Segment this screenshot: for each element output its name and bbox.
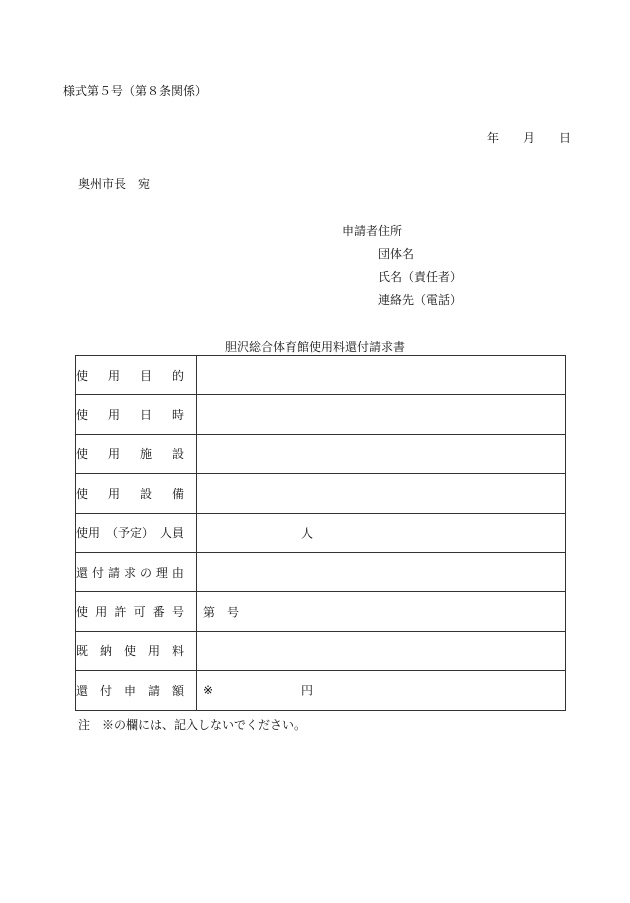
row-label-char: 可 [133,605,146,620]
applicant-contact-label: 連絡先（電話） [378,293,463,307]
row-label-char: 用 [147,644,160,659]
table-row [76,552,566,591]
row-label-char: 請 [107,565,120,580]
table-row [76,356,566,395]
table-row [76,671,566,710]
row-label-char: 使 [76,447,89,462]
row-label-char: 許 [114,605,127,620]
row-label-char: 使用 [76,526,101,541]
row-label-char: 付 [99,683,112,698]
row-label [76,564,184,581]
row-label-char: 設 [139,486,152,501]
table-row [76,631,566,670]
note: 注 ※の欄には、記入しないでください。 [78,718,307,732]
row-label-cell [76,671,197,710]
row-label-char: 由 [171,565,184,580]
row-label-char: 日 [139,408,152,423]
row-label-char: 理 [155,565,168,580]
addressee: 奥州市長 宛 [78,177,151,191]
row-value-field[interactable] [197,474,566,513]
row-label-char: 用 [107,447,120,462]
row-value-prefix: 第 [203,605,216,620]
row-label-cell [76,592,197,631]
date-day-label: 日 [559,131,572,145]
row-label-char: 目 [139,368,152,383]
row-label-char: 額 [171,683,184,698]
row-label-char: 号 [171,605,184,620]
claim-table [75,355,566,711]
row-label-char: 使 [76,605,89,620]
row-value-unit: 円 [301,683,314,698]
form-number: 様式第５号（第８条関係） [63,84,208,98]
row-label-char: 還 [76,683,89,698]
row-label-char: 納 [99,644,112,659]
row-label [76,682,184,699]
row-label [76,485,184,502]
row-label [76,603,184,620]
table-row [76,474,566,513]
row-label-char: 求 [123,565,136,580]
row-label-char: 用 [107,486,120,501]
date-line [487,129,571,146]
row-label-cell [76,395,197,434]
row-label-char: 的 [171,368,184,383]
row-label [76,445,184,462]
row-label [76,642,184,659]
row-label-char: 使 [76,368,89,383]
row-label-cell [76,631,197,670]
row-value-field[interactable] [197,592,566,631]
row-label-char: 施 [139,447,152,462]
row-label [76,406,184,423]
table-row [76,434,566,473]
row-value-field[interactable] [197,395,566,434]
row-label-char: 人員 [159,526,184,541]
document-title: 胆沢総合体育館使用料還付請求書 [224,340,405,354]
row-label-char: 用 [95,605,108,620]
row-label-char: 設 [171,447,184,462]
date-month-label: 月 [523,131,536,145]
row-label-cell [76,434,197,473]
row-label-cell [76,513,197,552]
row-label-char: （予定） [105,526,154,541]
row-label-char: 請 [147,683,160,698]
row-label-char: 付 [91,565,104,580]
applicant-address-label: 申請者住所 [342,224,403,238]
row-label-char: 備 [171,486,184,501]
row-label [76,367,184,384]
table-row [76,513,566,552]
row-label-cell [76,474,197,513]
date-year-label: 年 [487,131,500,145]
table-row [76,592,566,631]
applicant-organization-label: 団体名 [378,247,415,261]
row-label-char: 既 [76,644,89,659]
row-value-field[interactable] [197,552,566,591]
row-value-unit: 号 [227,605,240,620]
row-value-field[interactable] [197,513,566,552]
row-label-cell [76,552,197,591]
row-label-cell [76,356,197,395]
row-label-char: 用 [107,368,120,383]
row-value-unit: 人 [301,526,314,541]
row-label-char: の [139,565,152,580]
row-value-field[interactable] [197,671,566,710]
row-label-char: 申 [123,683,136,698]
row-value-field[interactable] [197,356,566,395]
row-label-char: 番 [152,605,165,620]
row-label-char: 使 [76,408,89,423]
row-label-char: 使 [76,486,89,501]
row-value-prefix: ※ [203,683,214,698]
row-label-char: 時 [171,408,184,423]
row-label-char: 用 [107,408,120,423]
row-label [76,524,184,541]
row-label-char: 料 [171,644,184,659]
applicant-name-label: 氏名（責任者） [378,270,463,284]
row-value-field[interactable] [197,631,566,670]
table-row [76,395,566,434]
row-value-field[interactable] [197,434,566,473]
row-label-char: 使 [123,644,136,659]
row-label-char: 還 [76,565,89,580]
